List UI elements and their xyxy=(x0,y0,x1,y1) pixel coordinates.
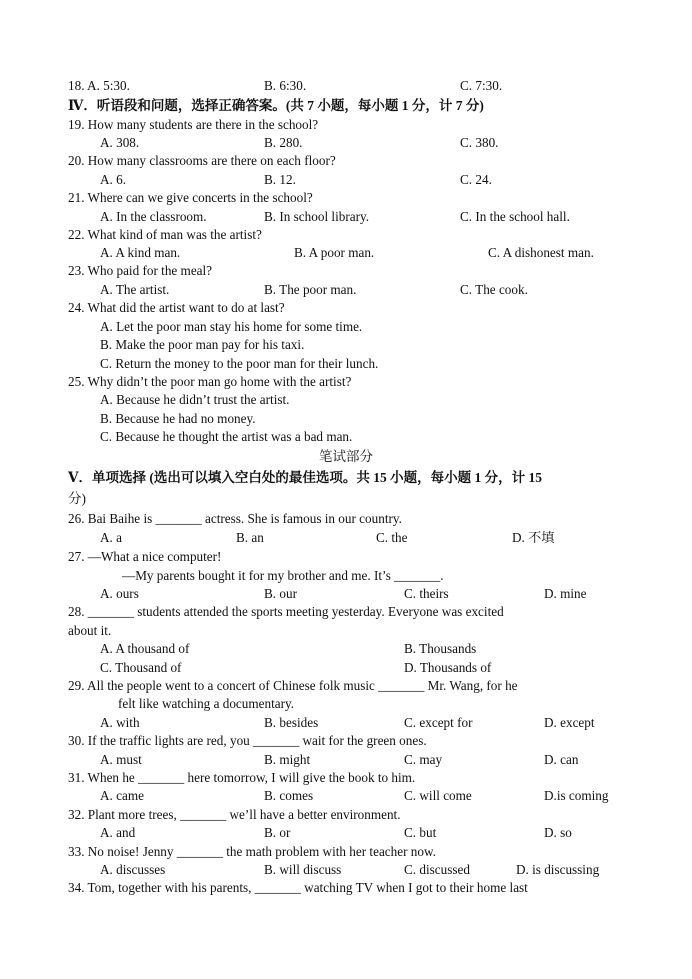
q28-stem-cont: about it. xyxy=(68,623,112,638)
section-4-header: Ⅳ．听语段和问题，选择正确答案。(共 7 小题，每小题 1 分，计 7 分) xyxy=(68,98,484,113)
q25-c: C. Because he thought the artist was a bad man. xyxy=(100,429,353,444)
q19-stem: 19. How many students are there in the school? xyxy=(68,117,319,132)
q28-a: A. A thousand of xyxy=(100,641,190,656)
q26-c: C. the xyxy=(376,530,408,545)
q22-b: B. A poor man. xyxy=(294,245,375,260)
q19-a: A. 308. xyxy=(100,135,140,150)
q31-a: A. came xyxy=(100,788,144,803)
q29-stem: 29. All the people went to a concert of Chinese folk music _______ Mr. Wang, for he xyxy=(68,678,518,693)
q19-c: C. 380. xyxy=(460,135,499,150)
q27-a: A. ours xyxy=(100,586,139,601)
q29-c: C. except for xyxy=(404,715,473,730)
q30-a: A. must xyxy=(100,752,142,767)
q21-b: B. In school library. xyxy=(264,209,369,224)
q25-b: B. Because he had no money. xyxy=(100,411,256,426)
q20-stem: 20. How many classrooms are there on each floor? xyxy=(68,153,336,168)
q26-stem: 26. Bai Baihe is _______ actress. She is famous in our country. xyxy=(68,511,402,526)
q23-b: B. The poor man. xyxy=(264,282,357,297)
section-5-header-cont: 分) xyxy=(68,491,86,506)
q20-b: B. 12. xyxy=(264,172,296,187)
q32-b: B. or xyxy=(264,825,291,840)
q33-d: D. is discussing xyxy=(516,862,600,877)
q29-d: D. except xyxy=(544,715,595,730)
q18-c: C. 7:30. xyxy=(460,78,503,93)
q25-stem: 25. Why didn’t the poor man go home with the artist? xyxy=(68,374,352,389)
q26-a: A. a xyxy=(100,530,122,545)
q28-stem: 28. _______ students attended the sports meeting yesterday. Everyone was excited xyxy=(68,604,504,619)
q28-c: C. Thousand of xyxy=(100,660,182,675)
q31-stem: 31. When he _______ here tomorrow, I will give the book to him. xyxy=(68,770,416,785)
q22-stem: 22. What kind of man was the artist? xyxy=(68,227,262,242)
q20-a: A. 6. xyxy=(100,172,127,187)
q28-b: B. Thousands xyxy=(404,641,477,656)
q20-c: C. 24. xyxy=(460,172,492,187)
q27-stem: 27. —What a nice computer! xyxy=(68,549,222,564)
q23-a: A. The artist. xyxy=(100,282,170,297)
q32-c: C. but xyxy=(404,825,437,840)
q21-c: C. In the school hall. xyxy=(460,209,570,224)
q32-a: A. and xyxy=(100,825,136,840)
q27-b: B. our xyxy=(264,586,297,601)
q30-c: C. may xyxy=(404,752,443,767)
q29-a: A. with xyxy=(100,715,140,730)
q27-c: C. theirs xyxy=(404,586,449,601)
q28-d: D. Thousands of xyxy=(404,660,492,675)
q26-b: B. an xyxy=(236,530,264,545)
q26-d: D. 不填 xyxy=(512,530,555,545)
q27-d: D. mine xyxy=(544,586,587,601)
q31-c: C. will come xyxy=(404,788,472,803)
q22-c: C. A dishonest man. xyxy=(488,245,594,260)
q22-a: A. A kind man. xyxy=(100,245,181,260)
q29-stem-cont: felt like watching a documentary. xyxy=(118,696,295,711)
q24-b: B. Make the poor man pay for his taxi. xyxy=(100,337,305,352)
q21-stem: 21. Where can we give concerts in the school? xyxy=(68,190,313,205)
written-part-title: 笔试部分 xyxy=(319,449,373,464)
q33-b: B. will discuss xyxy=(264,862,342,877)
q24-c: C. Return the money to the poor man for their lunch. xyxy=(100,356,379,371)
q25-a: A. Because he didn’t trust the artist. xyxy=(100,392,290,407)
q33-c: C. discussed xyxy=(404,862,470,877)
q30-d: D. can xyxy=(544,752,579,767)
q30-b: B. might xyxy=(264,752,311,767)
q33-a: A. discusses xyxy=(100,862,166,877)
q33-stem: 33. No noise! Jenny _______ the math problem with her teacher now. xyxy=(68,844,436,859)
q29-b: B. besides xyxy=(264,715,319,730)
q30-stem: 30. If the traffic lights are red, you _______ wait for the green ones. xyxy=(68,733,427,748)
q24-stem: 24. What did the artist want to do at last? xyxy=(68,300,285,315)
q18-a: 18. A. 5:30. xyxy=(68,78,130,93)
q27-stem-reply: —My parents bought it for my brother and me. It’s _______. xyxy=(122,568,444,583)
q32-d: D. so xyxy=(544,825,572,840)
section-5-header: Ⅴ．单项选择 (选出可以填入空白处的最佳选项。共 15 小题，每小题 1 分，计 15 xyxy=(68,470,542,485)
q24-a: A. Let the poor man stay his home for some time. xyxy=(100,319,363,334)
q31-d: D.is coming xyxy=(544,788,609,803)
q32-stem: 32. Plant more trees, _______ we’ll have a better environment. xyxy=(68,807,401,822)
q18-b: B. 6:30. xyxy=(264,78,307,93)
q23-c: C. The cook. xyxy=(460,282,528,297)
q21-a: A. In the classroom. xyxy=(100,209,207,224)
q34-stem: 34. Tom, together with his parents, _______ watching TV when I got to their home last xyxy=(68,880,528,895)
q23-stem: 23. Who paid for the meal? xyxy=(68,263,213,278)
q31-b: B. comes xyxy=(264,788,314,803)
q19-b: B. 280. xyxy=(264,135,303,150)
